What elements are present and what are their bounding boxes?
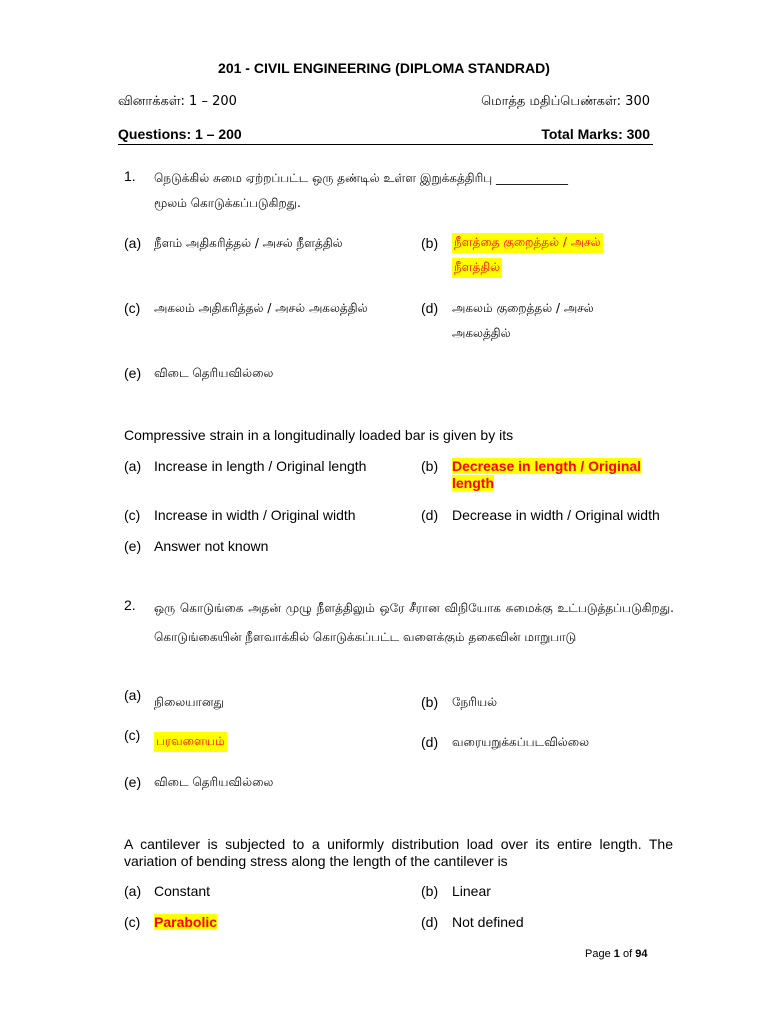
q1-tamil-option-b-label: (b) <box>421 235 439 251</box>
footer-page-word: Page <box>585 948 611 960</box>
q1-tamil-option-d-line2: அகலத்தில் <box>452 326 511 340</box>
q1-option-c-label: (c) <box>124 507 141 523</box>
footer-page-number: 1 <box>613 948 620 960</box>
footer-total-pages: 94 <box>635 948 648 960</box>
q2-tamil-option-b-label: (b) <box>421 694 439 710</box>
question-1-tamil-line2: மூலம் கொடுக்கப்படுகிறது. <box>154 196 301 210</box>
question-1-english: Compressive strain in a longitudinally loaded bar is given by its <box>124 427 514 443</box>
question-2-tamil: ஒரு கொடுங்கை அதன் முழு நீளத்திலும் ஒரே சீரான விநியோக சுமைக்கு உட்படுத்தப்படுகிறது. கொடுங்கையின் நீளவாக்கில் கொடுக்கப்பட்ட வளைக்கும் தகைவின் மாறுபாடு <box>154 601 674 644</box>
q2-option-b: Linear <box>452 883 491 899</box>
q2-tamil-option-d-label: (d) <box>421 734 439 750</box>
question-2-english: A cantilever is subjected to a uniformly distribution load over its entire length. The variation of bending stress along the length of the cantilever is <box>124 836 673 869</box>
q1-tamil-option-a: நீளம் அதிகரித்தல் / அசல் நீளத்தில் <box>154 236 343 250</box>
q1-tamil-option-c: அகலம் அதிகரித்தல் / அசல் அகலத்தில் <box>154 301 368 315</box>
tamil-total-marks: மொத்த மதிப்பெண்கள்: 300 <box>481 94 650 109</box>
q2-tamil-option-e-label: (e) <box>124 774 142 790</box>
total-marks: Total Marks: 300 <box>541 126 650 142</box>
q1-option-b-label: (b) <box>421 458 439 474</box>
page-footer <box>585 948 647 960</box>
q2-option-a: Constant <box>154 883 211 899</box>
q2-option-a-label: (a) <box>124 883 142 899</box>
q1-tamil-option-c-label: (c) <box>124 300 141 316</box>
q2-tamil-option-d: வரையறுக்கப்படவில்லை <box>452 735 590 749</box>
q2-option-d: Not defined <box>452 914 524 930</box>
footer-of-word: of <box>622 948 633 960</box>
q1-option-e: Answer not known <box>154 538 269 554</box>
questions-range: Questions: 1 – 200 <box>118 126 242 142</box>
q1-option-b-text: Decrease in length / Original length <box>452 458 642 491</box>
tamil-questions-range: வினாக்கள்: 1 – 200 <box>118 94 237 109</box>
q2-tamil-option-c-label: (c) <box>124 727 141 743</box>
header-divider <box>118 144 653 145</box>
q2-tamil-option-a-label: (a) <box>124 687 142 703</box>
page-title: 201 - CIVIL ENGINEERING (DIPLOMA STANDRAD) <box>218 60 550 76</box>
q1-option-d-label: (d) <box>421 507 439 523</box>
q2-option-d-label: (d) <box>421 914 439 930</box>
q1-option-e-label: (e) <box>124 538 142 554</box>
q1-option-a: Increase in length / Original length <box>154 458 367 474</box>
q2-tamil-option-c: பரவளையம் <box>154 732 227 752</box>
q2-option-c: Parabolic <box>154 914 218 930</box>
q1-tamil-option-b-line1: நீளத்தை குறைத்தல் / அசல் <box>452 233 603 253</box>
q2-option-c-label: (c) <box>124 914 141 930</box>
q2-option-b-label: (b) <box>421 883 439 899</box>
q1-option-c: Increase in width / Original width <box>154 507 356 523</box>
q2-tamil-option-b: நேரியல் <box>452 695 498 709</box>
q1-tamil-option-a-label: (a) <box>124 235 142 251</box>
q1-tamil-option-e-label: (e) <box>124 365 142 381</box>
question-1-tamil-line1: நெடுக்கில் சுமை ஏற்றப்பட்ட ஒரு தண்டில் உள்ள இறுக்கத்திரிபு ____________ <box>154 171 568 185</box>
q1-option-a-label: (a) <box>124 458 142 474</box>
q1-tamil-option-b-line2: நீளத்தில் <box>452 258 502 278</box>
question-2-number: 2. <box>124 597 136 613</box>
q1-tamil-option-d-line1: அகலம் குறைத்தல் / அசல் <box>452 301 594 315</box>
q2-tamil-option-e: விடை தெரியவில்லை <box>154 775 274 789</box>
q1-tamil-option-d-label: (d) <box>421 300 439 316</box>
q2-tamil-option-a: நிலையானது <box>154 695 224 709</box>
question-1-number: 1. <box>124 168 136 184</box>
q1-option-b <box>452 458 662 492</box>
q1-tamil-option-e: விடை தெரியவில்லை <box>154 366 274 380</box>
q1-option-d: Decrease in width / Original width <box>452 507 660 523</box>
